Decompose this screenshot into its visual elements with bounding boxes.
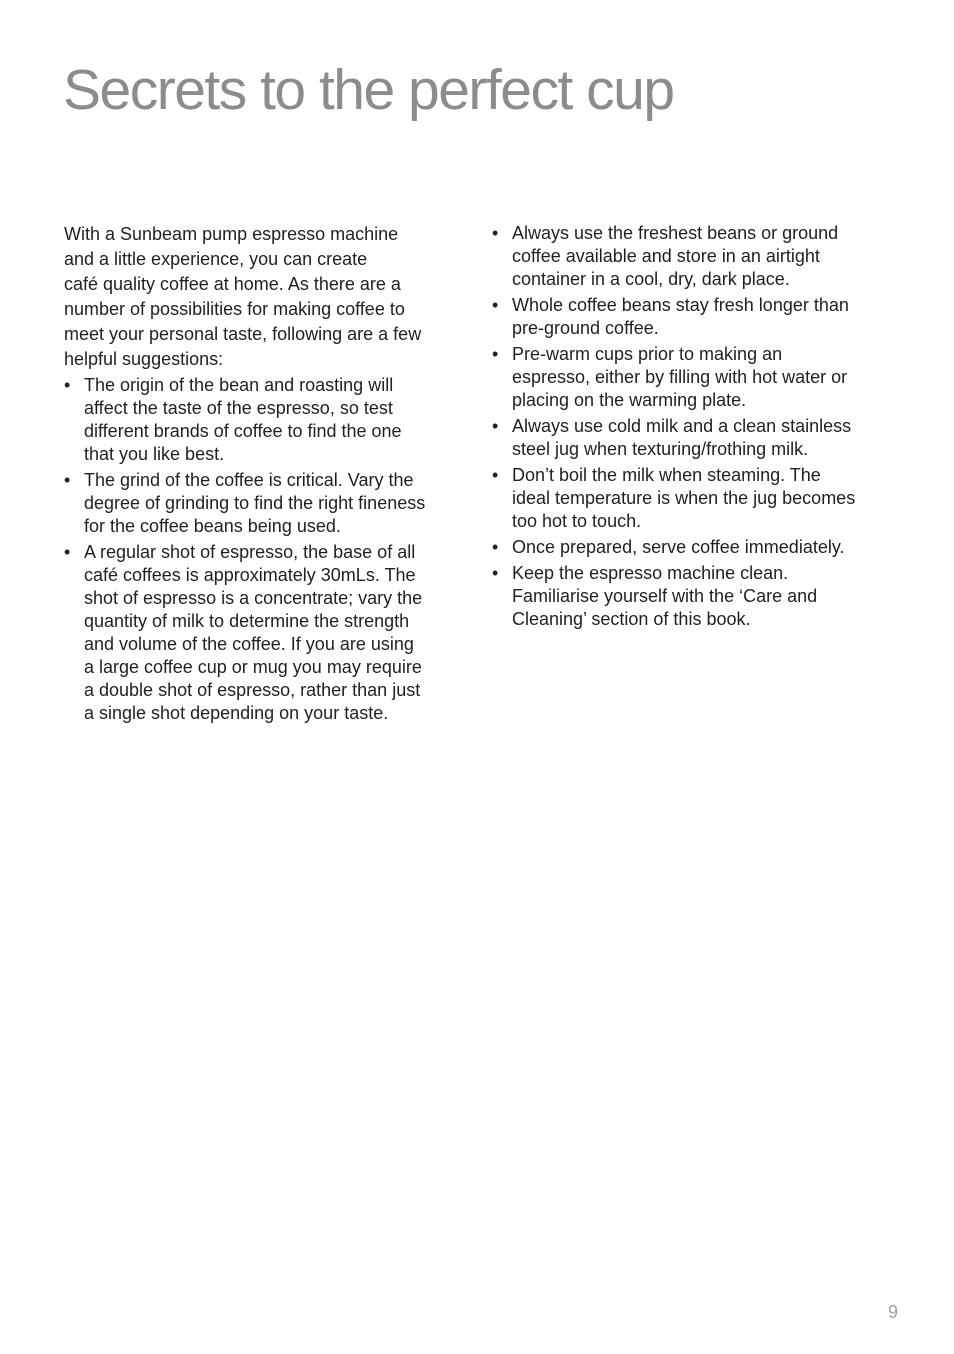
intro-line: and a little experience, you can create	[64, 249, 368, 269]
tip-line: Familiarise yourself with the ‘Care and	[512, 586, 818, 606]
intro-line: number of possibilities for making coffee to	[64, 299, 405, 319]
tip-line: and volume of the coffee. If you are using	[84, 634, 414, 654]
bullet-icon: •	[492, 416, 499, 436]
bullet-icon: •	[492, 537, 499, 557]
tip-line: degree of grinding to find the right fineness	[84, 493, 426, 513]
tip-line: Don’t boil the milk when steaming. The	[512, 465, 821, 485]
tip-line: that you like best.	[84, 444, 225, 464]
page-number: 9	[888, 1302, 899, 1322]
tip-line: quantity of milk to determine the strength	[84, 611, 410, 631]
tip-prewarm-cups	[492, 343, 892, 412]
intro-line: café quality coffee at home. As there are a	[64, 274, 401, 294]
tip-line: too hot to touch.	[512, 511, 642, 531]
tip-line: a double shot of espresso, rather than just	[84, 680, 421, 700]
bullet-icon: •	[492, 344, 499, 364]
bullet-icon: •	[64, 375, 71, 395]
tip-line: Keep the espresso machine clean.	[512, 563, 789, 583]
tip-line: Whole coffee beans stay fresh longer than	[512, 295, 849, 315]
intro-line: helpful suggestions:	[64, 349, 224, 369]
tip-line: coffee available and store in an airtight	[512, 246, 820, 266]
tip-serve-immediately	[492, 536, 892, 559]
bullet-icon: •	[492, 563, 499, 583]
tip-line: Once prepared, serve coffee immediately.	[512, 537, 845, 557]
bullet-icon: •	[64, 542, 71, 562]
tip-line: Cleaning’ section of this book.	[512, 609, 751, 629]
left-column	[64, 222, 464, 728]
tip-grind	[64, 469, 464, 538]
tip-line: different brands of coffee to find the one	[84, 421, 402, 441]
tip-shot-size	[64, 541, 464, 725]
bullet-icon: •	[492, 465, 499, 485]
tip-line: pre-ground coffee.	[512, 318, 659, 338]
tip-bean-origin	[64, 374, 464, 466]
tip-keep-clean	[492, 562, 892, 631]
tip-line: ideal temperature is when the jug becomes	[512, 488, 856, 508]
tip-line: café coffees is approximately 30mLs. The	[84, 565, 416, 585]
tip-dont-boil-milk	[492, 464, 892, 533]
tip-line: a large coffee cup or mug you may require	[84, 657, 422, 677]
tip-line: Always use cold milk and a clean stainless	[512, 416, 852, 436]
right-column	[492, 222, 892, 634]
tip-line: A regular shot of espresso, the base of all	[84, 542, 416, 562]
tip-line: shot of espresso is a concentrate; vary the	[84, 588, 423, 608]
page-title: Secrets to the perfect cup	[63, 58, 674, 122]
tip-line: a single shot depending on your taste.	[84, 703, 389, 723]
tip-line: Always use the freshest beans or ground	[512, 223, 839, 243]
bullet-icon: •	[492, 295, 499, 315]
tip-line: affect the taste of the espresso, so test	[84, 398, 393, 418]
tip-whole-beans	[492, 294, 892, 340]
tip-line: The grind of the coffee is critical. Vary the	[84, 470, 414, 490]
tip-line: The origin of the bean and roasting will	[84, 375, 394, 395]
tip-fresh-beans	[492, 222, 892, 291]
tip-line: Pre-warm cups prior to making an	[512, 344, 783, 364]
tip-line: placing on the warming plate.	[512, 390, 747, 410]
bullet-icon: •	[64, 470, 71, 490]
right-tips-list	[492, 222, 892, 631]
bullet-icon: •	[492, 223, 499, 243]
tip-line: espresso, either by filling with hot water or	[512, 367, 848, 387]
tip-line: steel jug when texturing/frothing milk.	[512, 439, 809, 459]
intro-paragraph	[64, 222, 464, 372]
intro-line: meet your personal taste, following are a few	[64, 324, 422, 344]
tip-cold-milk	[492, 415, 892, 461]
intro-line: With a Sunbeam pump espresso machine	[64, 224, 399, 244]
tip-line: for the coffee beans being used.	[84, 516, 341, 536]
tip-line: container in a cool, dry, dark place.	[512, 269, 790, 289]
left-tips-list	[64, 374, 464, 725]
